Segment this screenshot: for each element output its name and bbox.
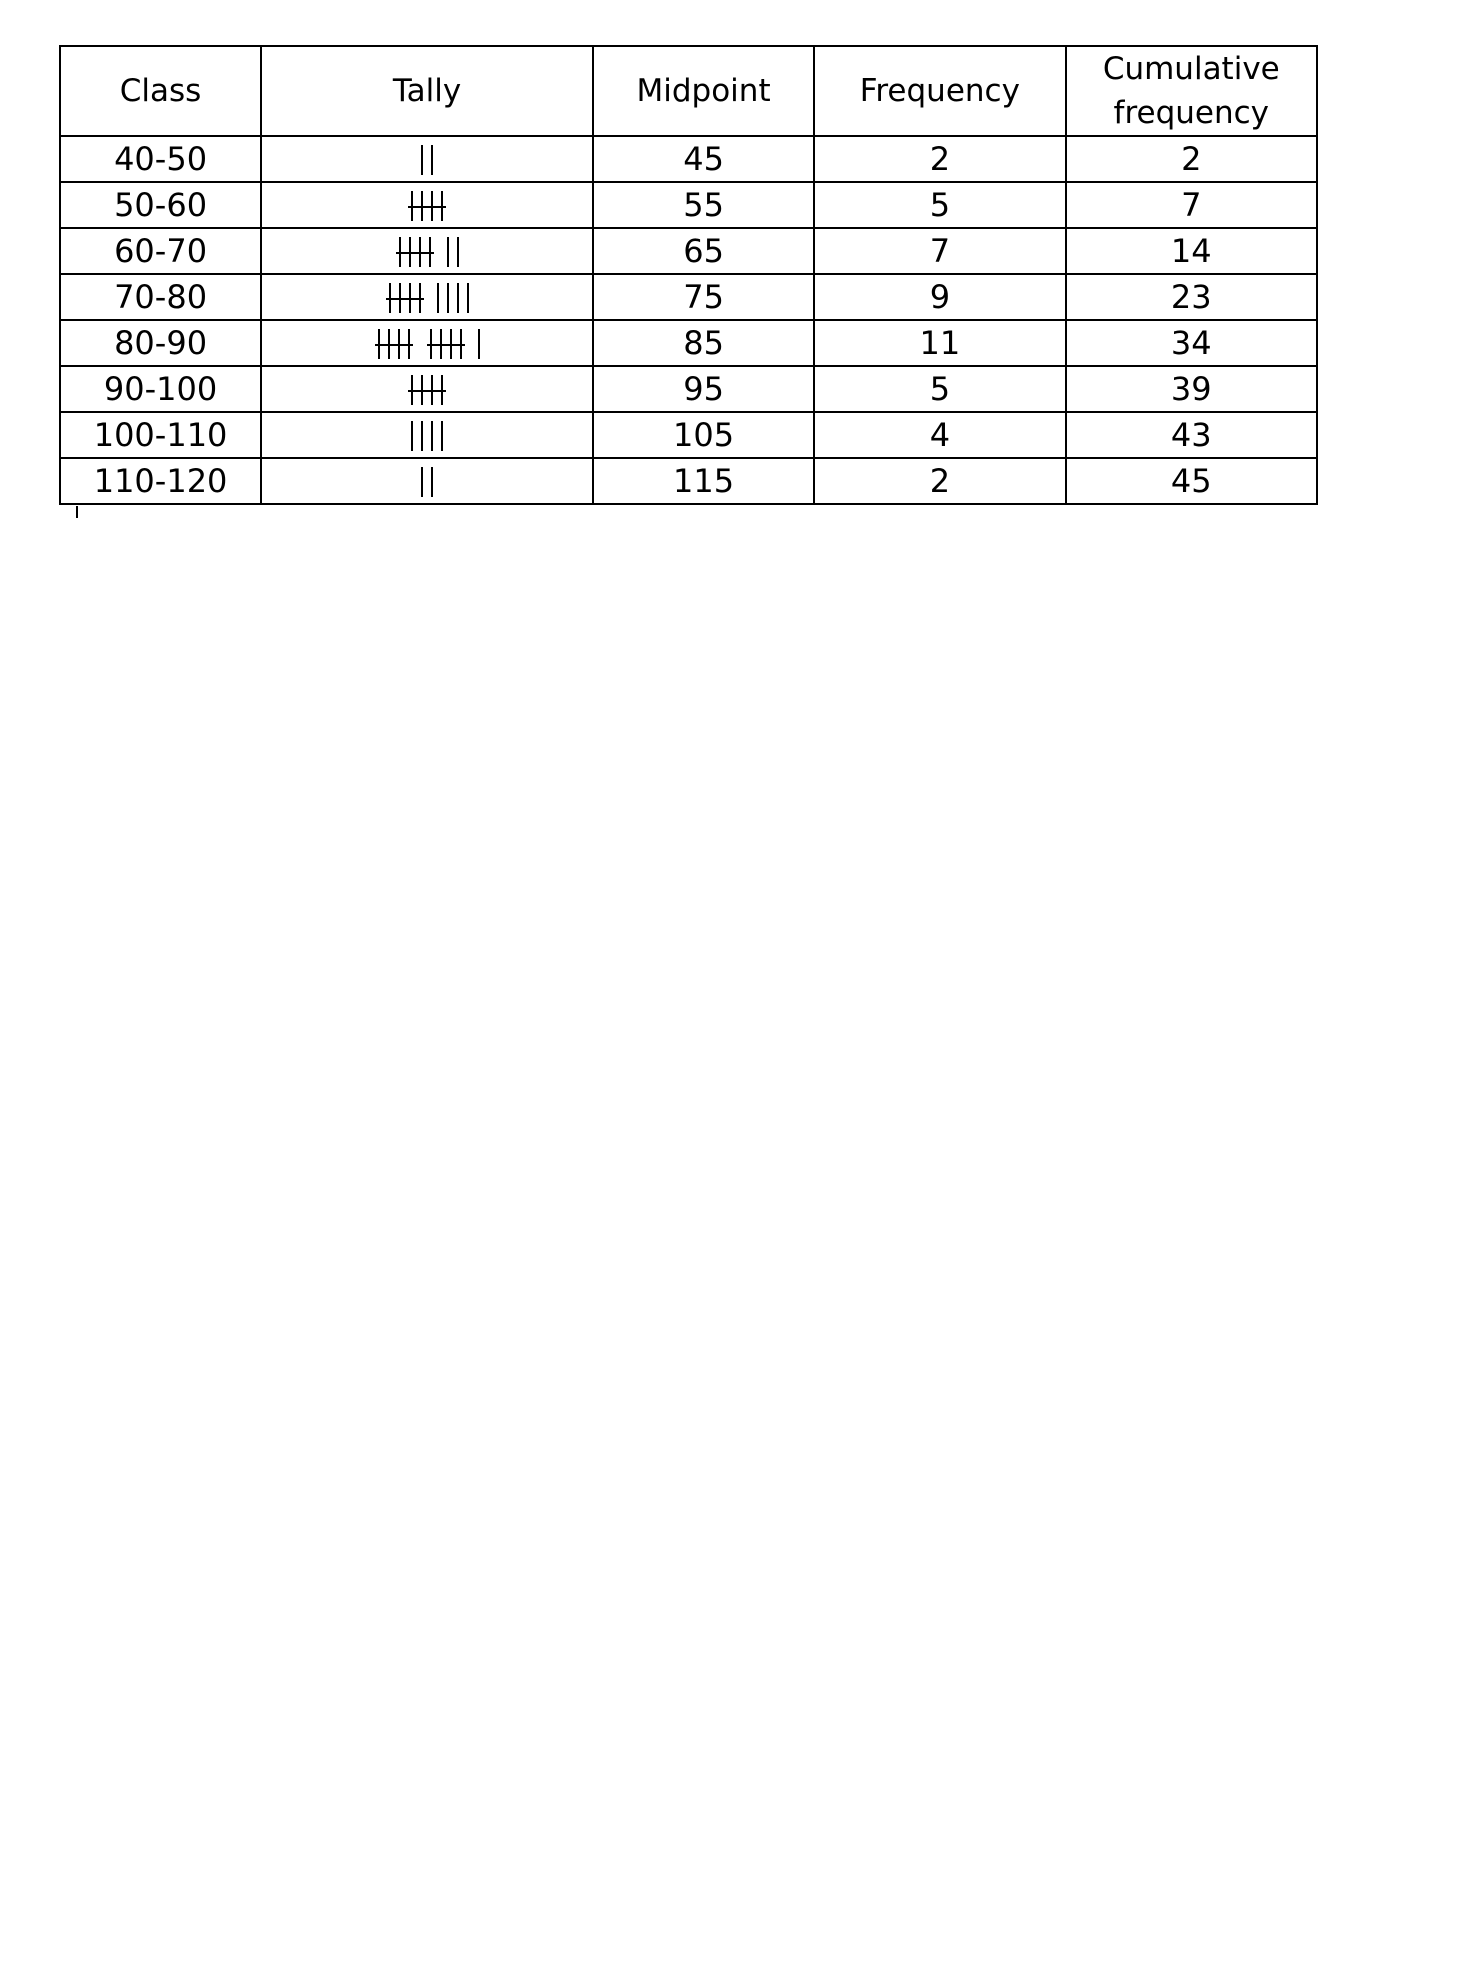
table-row bbox=[60, 274, 1317, 320]
header-row bbox=[60, 46, 1317, 136]
header-cumulative-frequency bbox=[1066, 46, 1317, 136]
cell-tally bbox=[261, 412, 593, 458]
tally-marks bbox=[370, 321, 484, 365]
cell-midpoint: 95 bbox=[593, 366, 814, 412]
tally-group-of-five bbox=[408, 191, 446, 221]
cell-midpoint: 65 bbox=[593, 228, 814, 274]
cell-frequency: 7 bbox=[814, 228, 1065, 274]
tally-marks bbox=[403, 367, 451, 411]
cell-tally bbox=[261, 136, 593, 182]
table-row bbox=[60, 412, 1317, 458]
cell-cumulative-frequency: 39 bbox=[1066, 366, 1317, 412]
header-midpoint: Midpoint bbox=[593, 46, 814, 136]
tally-group-of-five bbox=[386, 283, 424, 313]
tally-group-of-five bbox=[427, 329, 465, 359]
tally-group-of-five bbox=[375, 329, 413, 359]
tally-marks bbox=[381, 275, 473, 319]
cell-frequency: 11 bbox=[814, 320, 1065, 366]
cell-cumulative-frequency: 45 bbox=[1066, 458, 1317, 504]
tally-group-of-five bbox=[396, 237, 434, 267]
cell-tally bbox=[261, 366, 593, 412]
header-class: Class bbox=[60, 46, 261, 136]
cell-midpoint: 115 bbox=[593, 458, 814, 504]
cell-frequency: 2 bbox=[814, 136, 1065, 182]
header-cumulative-line2: frequency bbox=[1113, 95, 1270, 131]
cell-tally bbox=[261, 320, 593, 366]
cell-tally bbox=[261, 182, 593, 228]
cell-class: 90-100 bbox=[60, 366, 261, 412]
tally-marks bbox=[417, 137, 437, 181]
tally-marks bbox=[403, 183, 451, 227]
cell-frequency: 9 bbox=[814, 274, 1065, 320]
cell-class: 40-50 bbox=[60, 136, 261, 182]
cell-midpoint: 45 bbox=[593, 136, 814, 182]
cell-cumulative-frequency: 34 bbox=[1066, 320, 1317, 366]
cell-midpoint: 105 bbox=[593, 412, 814, 458]
cell-class: 60-70 bbox=[60, 228, 261, 274]
tally-marks bbox=[391, 229, 463, 273]
cell-midpoint: 55 bbox=[593, 182, 814, 228]
text-cursor bbox=[76, 506, 78, 518]
cell-cumulative-frequency: 2 bbox=[1066, 136, 1317, 182]
cell-cumulative-frequency: 7 bbox=[1066, 182, 1317, 228]
cell-cumulative-frequency: 23 bbox=[1066, 274, 1317, 320]
table-row bbox=[60, 136, 1317, 182]
table-body bbox=[60, 136, 1317, 504]
cell-frequency: 2 bbox=[814, 458, 1065, 504]
table-row bbox=[60, 320, 1317, 366]
cell-class: 110-120 bbox=[60, 458, 261, 504]
cell-frequency: 5 bbox=[814, 182, 1065, 228]
tally-group-of-five bbox=[408, 375, 446, 405]
cell-midpoint: 75 bbox=[593, 274, 814, 320]
cell-class: 80-90 bbox=[60, 320, 261, 366]
cell-tally bbox=[261, 274, 593, 320]
cell-cumulative-frequency: 43 bbox=[1066, 412, 1317, 458]
tally-marks bbox=[417, 459, 437, 503]
frequency-table bbox=[59, 45, 1318, 505]
cell-cumulative-frequency: 14 bbox=[1066, 228, 1317, 274]
cell-tally bbox=[261, 228, 593, 274]
table-row bbox=[60, 228, 1317, 274]
cell-class: 70-80 bbox=[60, 274, 261, 320]
table-row bbox=[60, 182, 1317, 228]
cell-frequency: 4 bbox=[814, 412, 1065, 458]
header-cumulative-line1: Cumulative bbox=[1102, 51, 1280, 87]
cell-midpoint: 85 bbox=[593, 320, 814, 366]
cell-tally bbox=[261, 458, 593, 504]
cell-class: 50-60 bbox=[60, 182, 261, 228]
header-frequency: Frequency bbox=[814, 46, 1065, 136]
cell-frequency: 5 bbox=[814, 366, 1065, 412]
header-tally: Tally bbox=[261, 46, 593, 136]
table-row bbox=[60, 458, 1317, 504]
tally-marks bbox=[407, 413, 447, 457]
table-row bbox=[60, 366, 1317, 412]
cell-class: 100-110 bbox=[60, 412, 261, 458]
